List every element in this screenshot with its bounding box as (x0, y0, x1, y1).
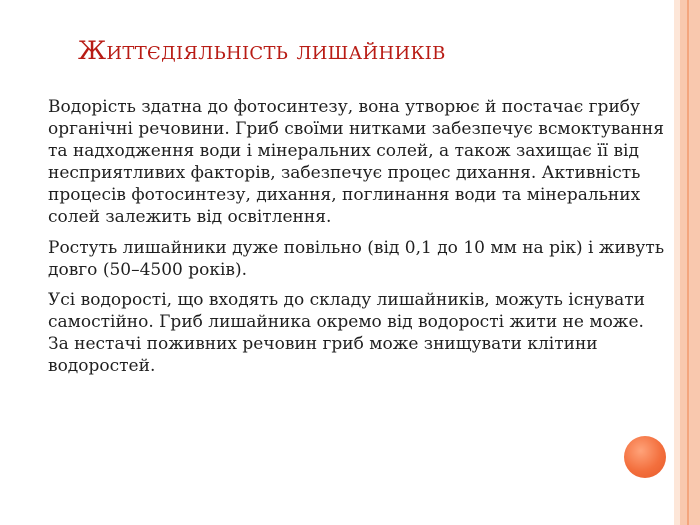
slide-border-line (687, 0, 689, 525)
slide-border-outer (680, 0, 700, 525)
paragraph-growth: Ростуть лишайники дуже повільно (від 0,1 до 10 мм на рік) і живуть довго (50–4500 років). (48, 237, 665, 280)
paragraph-independence: Усі водорості, що входять до складу лишайників, можуть існувати самостійно. Гриб лишайника окремо від водорості жити не може. За нестачі поживних речовин гриб може знищувати клітини водоростей. (48, 289, 645, 377)
slide-body (48, 96, 668, 385)
decorative-orb-icon (624, 436, 666, 478)
slide-title: Життєдіяльність лишайників (78, 36, 446, 65)
paragraph-photosynthesis: Водорість здатна до фотосинтезу, вона утворює й постачає грибу органічні речовини. Гриб своїми нитками забезпечує всмоктування та надходження води і мінеральних солей, а також захищає її від несприятливих факторів, забезпечує процес дихання. Активність процесів фотосинтезу, дихання, поглинання води та мінеральних солей залежить від освітлення. (48, 97, 664, 228)
